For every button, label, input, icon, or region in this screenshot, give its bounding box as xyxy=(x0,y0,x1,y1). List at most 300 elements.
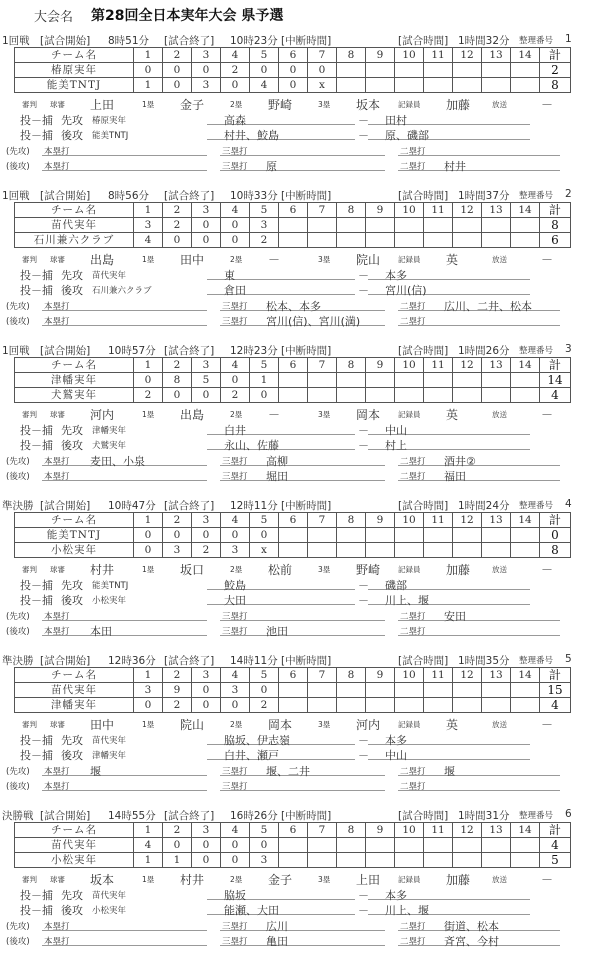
inning-score xyxy=(279,838,308,853)
inning-score xyxy=(453,78,482,93)
inning-score xyxy=(453,683,482,698)
inning-header: 11 xyxy=(424,48,453,63)
inning-header: 12 xyxy=(453,513,482,528)
inning-score: 0 xyxy=(163,78,192,93)
triple-players: 広川 xyxy=(266,920,288,933)
tournament-name: 第28回全日本実年大会 県予選 xyxy=(91,8,284,24)
inning-score xyxy=(337,388,366,403)
inning-header: 1 xyxy=(134,513,163,528)
inning-header: 2 xyxy=(163,203,192,218)
inning-score xyxy=(424,853,453,868)
first-base-label: 1塁 xyxy=(142,255,155,264)
total-header: 計 xyxy=(540,823,571,838)
inning-header: 1 xyxy=(134,203,163,218)
header-row xyxy=(15,668,571,683)
inning-header: 7 xyxy=(308,513,337,528)
plate-umpire: 上田 xyxy=(90,98,115,112)
inning-header: 6 xyxy=(279,48,308,63)
inning-score xyxy=(482,838,511,853)
game-header xyxy=(0,343,600,357)
scorer-label: 記録員 xyxy=(398,720,421,729)
end-time: 14時11分 xyxy=(230,655,278,667)
seq-label: 整理番号 xyxy=(519,191,554,201)
game-header xyxy=(0,653,600,667)
inning-header: 7 xyxy=(308,668,337,683)
double-label: 二塁打 xyxy=(400,302,426,312)
battery-bottom-row xyxy=(0,592,600,605)
pitchers: 脇坂 xyxy=(224,889,246,902)
first-base-umpire: 金子 xyxy=(180,98,205,112)
triple-players: 池田 xyxy=(266,625,288,638)
second-base-umpire: 岡本 xyxy=(268,718,293,732)
broadcast-label: 放送 xyxy=(492,720,507,729)
inning-header: 2 xyxy=(163,823,192,838)
inning-header: 2 xyxy=(163,513,192,528)
hits-top-row xyxy=(0,143,600,156)
inning-score xyxy=(511,683,540,698)
dash: － xyxy=(358,269,369,282)
inning-score: 2 xyxy=(250,698,279,713)
inning-header: 1 xyxy=(134,823,163,838)
duration-label: [試合時間] xyxy=(398,35,449,47)
inning-header: 11 xyxy=(424,203,453,218)
inning-score xyxy=(366,218,395,233)
end-time: 10時23分 xyxy=(230,35,278,47)
inning-score xyxy=(395,388,424,403)
catchers: 本多 xyxy=(385,269,407,282)
suspend-label: [中断時間] xyxy=(281,655,332,667)
battery-top-row xyxy=(0,112,600,125)
first-base-umpire: 坂口 xyxy=(180,563,205,577)
inning-header: 8 xyxy=(337,668,366,683)
inning-score: 3 xyxy=(250,853,279,868)
inning-header: 7 xyxy=(308,358,337,373)
start-time: 10時47分 xyxy=(108,500,156,512)
dash: － xyxy=(358,749,369,762)
battery-label: 投－捕 xyxy=(20,439,53,452)
team-total: 4 xyxy=(540,838,571,853)
scorer-label: 記録員 xyxy=(398,410,421,419)
side-label: 後攻 xyxy=(61,749,83,762)
inning-score xyxy=(279,528,308,543)
battery-team: 石川兼六クラブ xyxy=(92,286,152,296)
duration-label: [試合時間] xyxy=(398,810,449,822)
scorer-name: 加藤 xyxy=(446,873,471,887)
inning-score xyxy=(482,63,511,78)
inning-header: 8 xyxy=(337,48,366,63)
umpires-row xyxy=(0,716,600,730)
triple-players: 堰、二井 xyxy=(266,765,310,778)
battery-team: 苗代実年 xyxy=(92,891,127,901)
inning-score xyxy=(482,853,511,868)
header-row xyxy=(15,358,571,373)
triple-players: 松本、本多 xyxy=(266,300,321,313)
side-paren-label: (後攻) xyxy=(6,162,30,172)
inning-score xyxy=(308,528,337,543)
inning-header: 8 xyxy=(337,203,366,218)
dash: － xyxy=(358,284,369,297)
inning-score: 0 xyxy=(192,838,221,853)
inning-header: 13 xyxy=(482,48,511,63)
seq-label: 整理番号 xyxy=(519,36,554,46)
team-name: 犬鷲実年 xyxy=(15,388,134,403)
triple-players: 堀田 xyxy=(266,470,288,483)
plate-label: 球審 xyxy=(50,720,65,729)
start-label: [試合開始] xyxy=(40,500,91,512)
inning-score: 0 xyxy=(279,78,308,93)
inning-score xyxy=(453,388,482,403)
double-label: 二塁打 xyxy=(400,937,426,947)
inning-score xyxy=(308,838,337,853)
inning-score xyxy=(482,388,511,403)
battery-team: 苗代実年 xyxy=(92,271,127,281)
inning-score xyxy=(366,373,395,388)
triple-players: 原 xyxy=(266,160,277,173)
suspend-label: [中断時間] xyxy=(281,190,332,202)
double-label: 二塁打 xyxy=(400,612,426,622)
inning-score: 0 xyxy=(163,63,192,78)
inning-score: 0 xyxy=(192,233,221,248)
team-name: 小松実年 xyxy=(15,543,134,558)
battery-bottom-row xyxy=(0,282,600,295)
inning-header: 6 xyxy=(279,358,308,373)
inning-header: 6 xyxy=(279,513,308,528)
team-total: 15 xyxy=(540,683,571,698)
team-name: 苗代実年 xyxy=(15,218,134,233)
first-base-label: 1塁 xyxy=(142,875,155,884)
inning-score xyxy=(308,543,337,558)
seq-label: 整理番号 xyxy=(519,346,554,356)
inning-header: 9 xyxy=(366,668,395,683)
inning-header: 2 xyxy=(163,668,192,683)
hr-label: 本塁打 xyxy=(44,147,70,157)
inning-score xyxy=(395,528,424,543)
inning-header: 4 xyxy=(221,668,250,683)
catchers: 本多 xyxy=(385,734,407,747)
inning-score: 1 xyxy=(134,853,163,868)
inning-score xyxy=(395,838,424,853)
inning-header: 2 xyxy=(163,48,192,63)
inning-score xyxy=(424,218,453,233)
inning-header: 1 xyxy=(134,358,163,373)
round-label: 準決勝 xyxy=(2,500,34,512)
inning-score xyxy=(395,63,424,78)
inning-score xyxy=(337,373,366,388)
inning-score xyxy=(366,388,395,403)
start-label: [試合開始] xyxy=(40,655,91,667)
inning-score xyxy=(424,528,453,543)
suspend-label: [中断時間] xyxy=(281,345,332,357)
team-row xyxy=(15,78,571,93)
inning-score xyxy=(482,218,511,233)
inning-header: 6 xyxy=(279,823,308,838)
inning-header: 12 xyxy=(453,48,482,63)
inning-score xyxy=(453,373,482,388)
team-row xyxy=(15,853,571,868)
umpires-row xyxy=(0,96,600,110)
team-header: チーム名 xyxy=(15,668,134,683)
inning-score: 3 xyxy=(192,78,221,93)
plate-umpire: 村井 xyxy=(90,563,115,577)
inning-score xyxy=(366,543,395,558)
inning-score: 9 xyxy=(163,683,192,698)
game-record xyxy=(0,498,600,648)
team-total: 8 xyxy=(540,543,571,558)
pitchers: 東 xyxy=(224,269,235,282)
inning-score: 0 xyxy=(221,78,250,93)
pitchers: 村井、鮫島 xyxy=(224,129,279,142)
inning-header: 4 xyxy=(221,513,250,528)
pitchers: 鮫島 xyxy=(224,579,246,592)
triple-players: 高柳 xyxy=(266,455,288,468)
inning-score xyxy=(366,683,395,698)
double-players: 村井 xyxy=(444,160,466,173)
triple-label: 三塁打 xyxy=(222,782,248,792)
scorer-name: 加藤 xyxy=(446,98,471,112)
scorer-name: 加藤 xyxy=(446,563,471,577)
round-label: 1回戦 xyxy=(2,345,30,357)
team-row xyxy=(15,63,571,78)
inning-score xyxy=(424,683,453,698)
duration-label: [試合時間] xyxy=(398,190,449,202)
hits-bottom-row xyxy=(0,778,600,791)
inning-header: 12 xyxy=(453,203,482,218)
inning-score xyxy=(453,838,482,853)
scorer-name: 英 xyxy=(446,253,459,267)
inning-score: 0 xyxy=(221,373,250,388)
third-base-umpire: 野崎 xyxy=(356,563,381,577)
plate-label: 球審 xyxy=(50,875,65,884)
scoreboard-table xyxy=(14,822,571,868)
inning-header: 10 xyxy=(395,668,424,683)
game-header xyxy=(0,808,600,822)
hits-bottom-row xyxy=(0,933,600,946)
inning-score: 3 xyxy=(134,683,163,698)
inning-header: 12 xyxy=(453,668,482,683)
team-row xyxy=(15,373,571,388)
dash: － xyxy=(358,129,369,142)
inning-score xyxy=(308,388,337,403)
side-paren-label: (後攻) xyxy=(6,782,30,792)
catchers: 磯部 xyxy=(385,579,407,592)
team-name: 津幡実年 xyxy=(15,698,134,713)
inning-header: 8 xyxy=(337,513,366,528)
inning-score xyxy=(511,373,540,388)
inning-score xyxy=(337,698,366,713)
team-row xyxy=(15,838,571,853)
inning-score: 0 xyxy=(163,233,192,248)
inning-score xyxy=(337,233,366,248)
team-name: 苗代実年 xyxy=(15,838,134,853)
battery-team: 椿原実年 xyxy=(92,116,127,126)
first-base-umpire: 院山 xyxy=(180,718,205,732)
inning-score xyxy=(395,543,424,558)
double-label: 二塁打 xyxy=(400,922,426,932)
seq-number: 6 xyxy=(565,808,572,820)
battery-bottom-row xyxy=(0,127,600,140)
plate-label: 球審 xyxy=(50,255,65,264)
inning-score xyxy=(482,233,511,248)
team-total: 14 xyxy=(540,373,571,388)
inning-score xyxy=(279,388,308,403)
inning-score: 2 xyxy=(250,233,279,248)
dash: － xyxy=(358,439,369,452)
side-label: 先攻 xyxy=(61,579,83,592)
team-total: 2 xyxy=(540,63,571,78)
triple-label: 三塁打 xyxy=(222,937,248,947)
inning-header: 10 xyxy=(395,48,424,63)
header-row xyxy=(15,513,571,528)
team-name: 苗代実年 xyxy=(15,683,134,698)
hits-bottom-row xyxy=(0,313,600,326)
side-label: 先攻 xyxy=(61,114,83,127)
inning-score: 0 xyxy=(192,63,221,78)
first-base-umpire: 出島 xyxy=(180,408,205,422)
inning-header: 4 xyxy=(221,358,250,373)
battery-team: 犬鷲実年 xyxy=(92,441,127,451)
total-header: 計 xyxy=(540,668,571,683)
second-base-umpire: － xyxy=(268,408,281,422)
inning-score: 0 xyxy=(134,698,163,713)
hr-players: 麦田、小泉 xyxy=(90,455,145,468)
inning-score: 2 xyxy=(163,218,192,233)
inning-score xyxy=(308,853,337,868)
inning-score xyxy=(337,543,366,558)
team-total: 4 xyxy=(540,388,571,403)
inning-score: x xyxy=(308,78,337,93)
inning-score: 2 xyxy=(134,388,163,403)
team-header: チーム名 xyxy=(15,358,134,373)
team-total: 8 xyxy=(540,78,571,93)
scoreboard-table xyxy=(14,47,571,93)
total-header: 計 xyxy=(540,358,571,373)
inning-score: 0 xyxy=(134,63,163,78)
plate-label: 球審 xyxy=(50,100,65,109)
inning-header: 4 xyxy=(221,823,250,838)
inning-header: 3 xyxy=(192,823,221,838)
inning-score xyxy=(366,78,395,93)
double-players: 安田 xyxy=(444,610,466,623)
inning-score xyxy=(511,388,540,403)
seq-number: 3 xyxy=(565,343,572,355)
inning-header: 11 xyxy=(424,513,453,528)
first-base-label: 1塁 xyxy=(142,720,155,729)
inning-score xyxy=(482,528,511,543)
battery-label: 投－捕 xyxy=(20,734,53,747)
inning-score xyxy=(424,838,453,853)
inning-score xyxy=(308,233,337,248)
pitchers: 脇坂、伊志嶺 xyxy=(224,734,290,747)
pitchers: 白井、瀬戸 xyxy=(224,749,279,762)
double-label: 二塁打 xyxy=(400,457,426,467)
header-row xyxy=(15,48,571,63)
inning-score xyxy=(453,698,482,713)
round-label: 決勝戦 xyxy=(2,810,34,822)
round-label: 1回戦 xyxy=(2,190,30,202)
third-base-umpire: 上田 xyxy=(356,873,381,887)
team-row xyxy=(15,683,571,698)
umpire-label: 審判 xyxy=(22,875,37,884)
team-total: 4 xyxy=(540,698,571,713)
third-base-label: 3塁 xyxy=(318,565,331,574)
double-label: 二塁打 xyxy=(400,162,426,172)
team-total: 0 xyxy=(540,528,571,543)
battery-team: 津幡実年 xyxy=(92,751,127,761)
side-label: 後攻 xyxy=(61,439,83,452)
double-players: 広川、二井、松本 xyxy=(444,300,532,313)
side-paren-label: (先攻) xyxy=(6,147,30,157)
pitchers: 能瀬、大田 xyxy=(224,904,279,917)
round-label: 準決勝 xyxy=(2,655,34,667)
side-label: 先攻 xyxy=(61,424,83,437)
inning-header: 4 xyxy=(221,48,250,63)
battery-team: 能美TNTJ xyxy=(92,131,129,141)
inning-score xyxy=(308,218,337,233)
third-base-label: 3塁 xyxy=(318,410,331,419)
battery-bottom-row xyxy=(0,902,600,915)
inning-score: 0 xyxy=(279,63,308,78)
inning-score xyxy=(395,78,424,93)
team-row xyxy=(15,233,571,248)
inning-score: 4 xyxy=(250,78,279,93)
inning-score xyxy=(279,218,308,233)
battery-label: 投－捕 xyxy=(20,904,53,917)
inning-score: 2 xyxy=(163,698,192,713)
inning-score xyxy=(511,838,540,853)
inning-score: 0 xyxy=(163,838,192,853)
third-base-umpire: 河内 xyxy=(356,718,381,732)
inning-score xyxy=(308,373,337,388)
hits-bottom-row xyxy=(0,623,600,636)
inning-score xyxy=(279,683,308,698)
inning-header: 6 xyxy=(279,203,308,218)
broadcast-name: － xyxy=(541,563,554,577)
broadcast-label: 放送 xyxy=(492,875,507,884)
inning-score: 0 xyxy=(221,528,250,543)
inning-score: 0 xyxy=(192,528,221,543)
plate-label: 球審 xyxy=(50,565,65,574)
triple-label: 三塁打 xyxy=(222,147,248,157)
inning-header: 9 xyxy=(366,48,395,63)
inning-score: 0 xyxy=(134,543,163,558)
inning-score xyxy=(395,233,424,248)
inning-score: 4 xyxy=(134,838,163,853)
inning-score: 0 xyxy=(221,853,250,868)
double-label: 二塁打 xyxy=(400,472,426,482)
inning-score xyxy=(511,698,540,713)
duration-value: 1時間26分 xyxy=(458,345,510,357)
battery-team: 能美TNTJ xyxy=(92,581,129,591)
end-label: [試合終了] xyxy=(164,810,215,822)
inning-header: 9 xyxy=(366,513,395,528)
inning-header: 7 xyxy=(308,203,337,218)
triple-label: 三塁打 xyxy=(222,162,248,172)
side-label: 後攻 xyxy=(61,904,83,917)
inning-score: 0 xyxy=(221,698,250,713)
inning-header: 10 xyxy=(395,358,424,373)
broadcast-name: － xyxy=(541,718,554,732)
pitchers: 大田 xyxy=(224,594,246,607)
broadcast-label: 放送 xyxy=(492,410,507,419)
inning-score xyxy=(453,543,482,558)
umpire-label: 審判 xyxy=(22,255,37,264)
plate-label: 球審 xyxy=(50,410,65,419)
start-label: [試合開始] xyxy=(40,810,91,822)
side-paren-label: (先攻) xyxy=(6,922,30,932)
start-label: [試合開始] xyxy=(40,190,91,202)
second-base-label: 2塁 xyxy=(230,255,243,264)
inning-score: 0 xyxy=(221,233,250,248)
